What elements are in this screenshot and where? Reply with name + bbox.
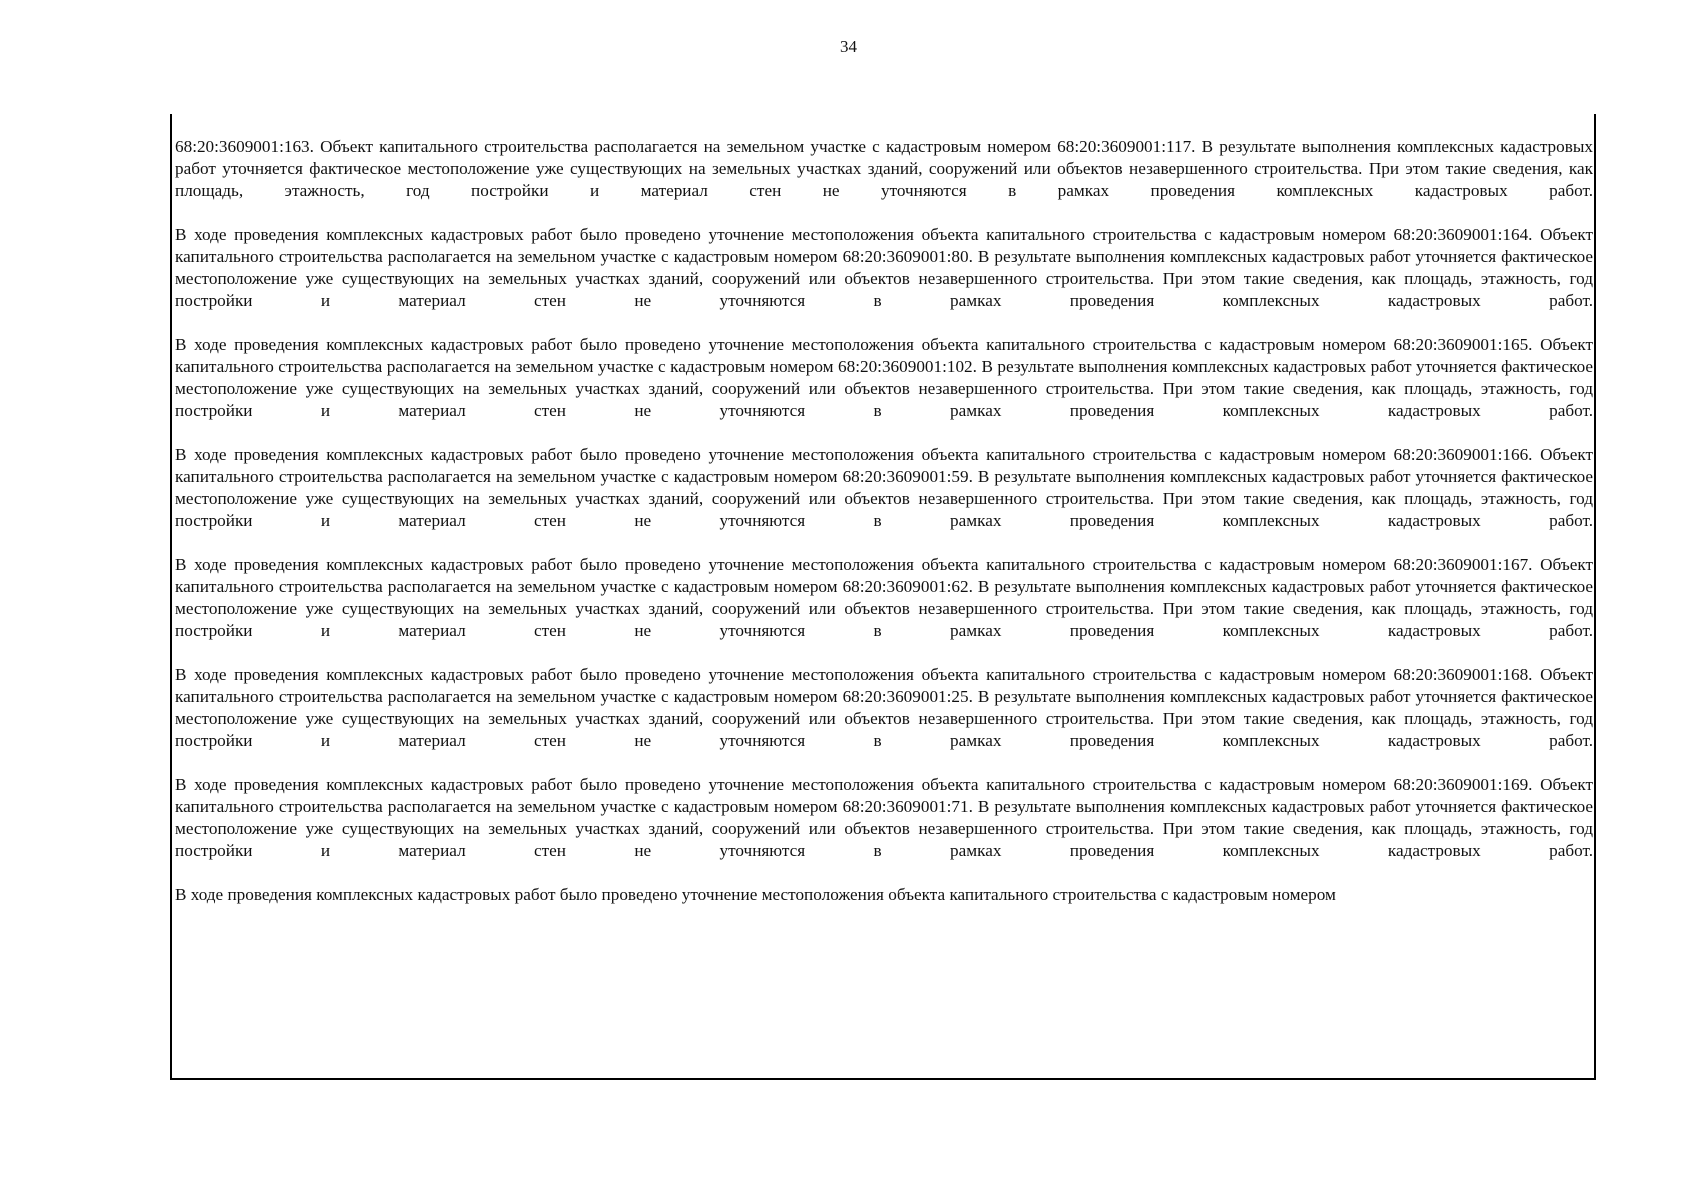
paragraph-5: В ходе проведения комплексных кадастровых работ было проведено уточнение местоположения объекта капитального строительства с кадастровым номером 68:20:3609001:167. Объект капитального строительства располагается на земельном участке с кадастровым номером 68:20:3609001:62. В результате выполнения комплексных кадастровых работ уточняется фактическое местоположение уже существующих на земельных участках зданий, сооружений или объектов незавершенного строительства. При этом такие сведения, как площадь, этажность, год постройки и материал стен не уточняются в рамках проведения комплексных кадастровых работ.: [175, 555, 1593, 640]
document-frame: [170, 114, 1596, 1080]
paragraph-4: В ходе проведения комплексных кадастровых работ было проведено уточнение местоположения объекта капитального строительства с кадастровым номером 68:20:3609001:166. Объект капитального строительства располагается на земельном участке с кадастровым номером 68:20:3609001:59. В результате выполнения комплексных кадастровых работ уточняется фактическое местоположение уже существующих на земельных участках зданий, сооружений или объектов незавершенного строительства. При этом такие сведения, как площадь, этажность, год постройки и материал стен не уточняются в рамках проведения комплексных кадастровых работ.: [175, 445, 1593, 530]
document-body: [175, 136, 1593, 906]
paragraph-8: В ходе проведения комплексных кадастровых работ было проведено уточнение местоположения объекта капитального строительства с кадастровым номером: [175, 885, 1336, 904]
page-number: 34: [840, 37, 857, 56]
paragraph-1: 68:20:3609001:163. Объект капитального строительства располагается на земельном участке с кадастровым номером 68:20:3609001:117. В результате выполнения комплексных кадастровых работ уточняется фактическое местоположение уже существующих на земельных участках зданий, сооружений или объектов незавершенного строительства. При этом такие сведения, как площадь, этажность, год постройки и материал стен не уточняются в рамках проведения комплексных кадастровых работ.: [175, 137, 1593, 200]
paragraph-2: В ходе проведения комплексных кадастровых работ было проведено уточнение местоположения объекта капитального строительства с кадастровым номером 68:20:3609001:164. Объект капитального строительства располагается на земельном участке с кадастровым номером 68:20:3609001:80. В результате выполнения комплексных кадастровых работ уточняется фактическое местоположение уже существующих на земельных участках зданий, сооружений или объектов незавершенного строительства. При этом такие сведения, как площадь, этажность, год постройки и материал стен не уточняются в рамках проведения комплексных кадастровых работ.: [175, 225, 1593, 310]
paragraph-7: В ходе проведения комплексных кадастровых работ было проведено уточнение местоположения объекта капитального строительства с кадастровым номером 68:20:3609001:169. Объект капитального строительства располагается на земельном участке с кадастровым номером 68:20:3609001:71. В результате выполнения комплексных кадастровых работ уточняется фактическое местоположение уже существующих на земельных участках зданий, сооружений или объектов незавершенного строительства. При этом такие сведения, как площадь, этажность, год постройки и материал стен не уточняются в рамках проведения комплексных кадастровых работ.: [175, 775, 1593, 860]
paragraph-6: В ходе проведения комплексных кадастровых работ было проведено уточнение местоположения объекта капитального строительства с кадастровым номером 68:20:3609001:168. Объект капитального строительства располагается на земельном участке с кадастровым номером 68:20:3609001:25. В результате выполнения комплексных кадастровых работ уточняется фактическое местоположение уже существующих на земельных участках зданий, сооружений или объектов незавершенного строительства. При этом такие сведения, как площадь, этажность, год постройки и материал стен не уточняются в рамках проведения комплексных кадастровых работ.: [175, 665, 1593, 750]
paragraph-3: В ходе проведения комплексных кадастровых работ было проведено уточнение местоположения объекта капитального строительства с кадастровым номером 68:20:3609001:165. Объект капитального строительства располагается на земельном участке с кадастровым номером 68:20:3609001:102. В результате выполнения комплексных кадастровых работ уточняется фактическое местоположение уже существующих на земельных участках зданий, сооружений или объектов незавершенного строительства. При этом такие сведения, как площадь, этажность, год постройки и материал стен не уточняются в рамках проведения комплексных кадастровых работ.: [175, 335, 1593, 420]
